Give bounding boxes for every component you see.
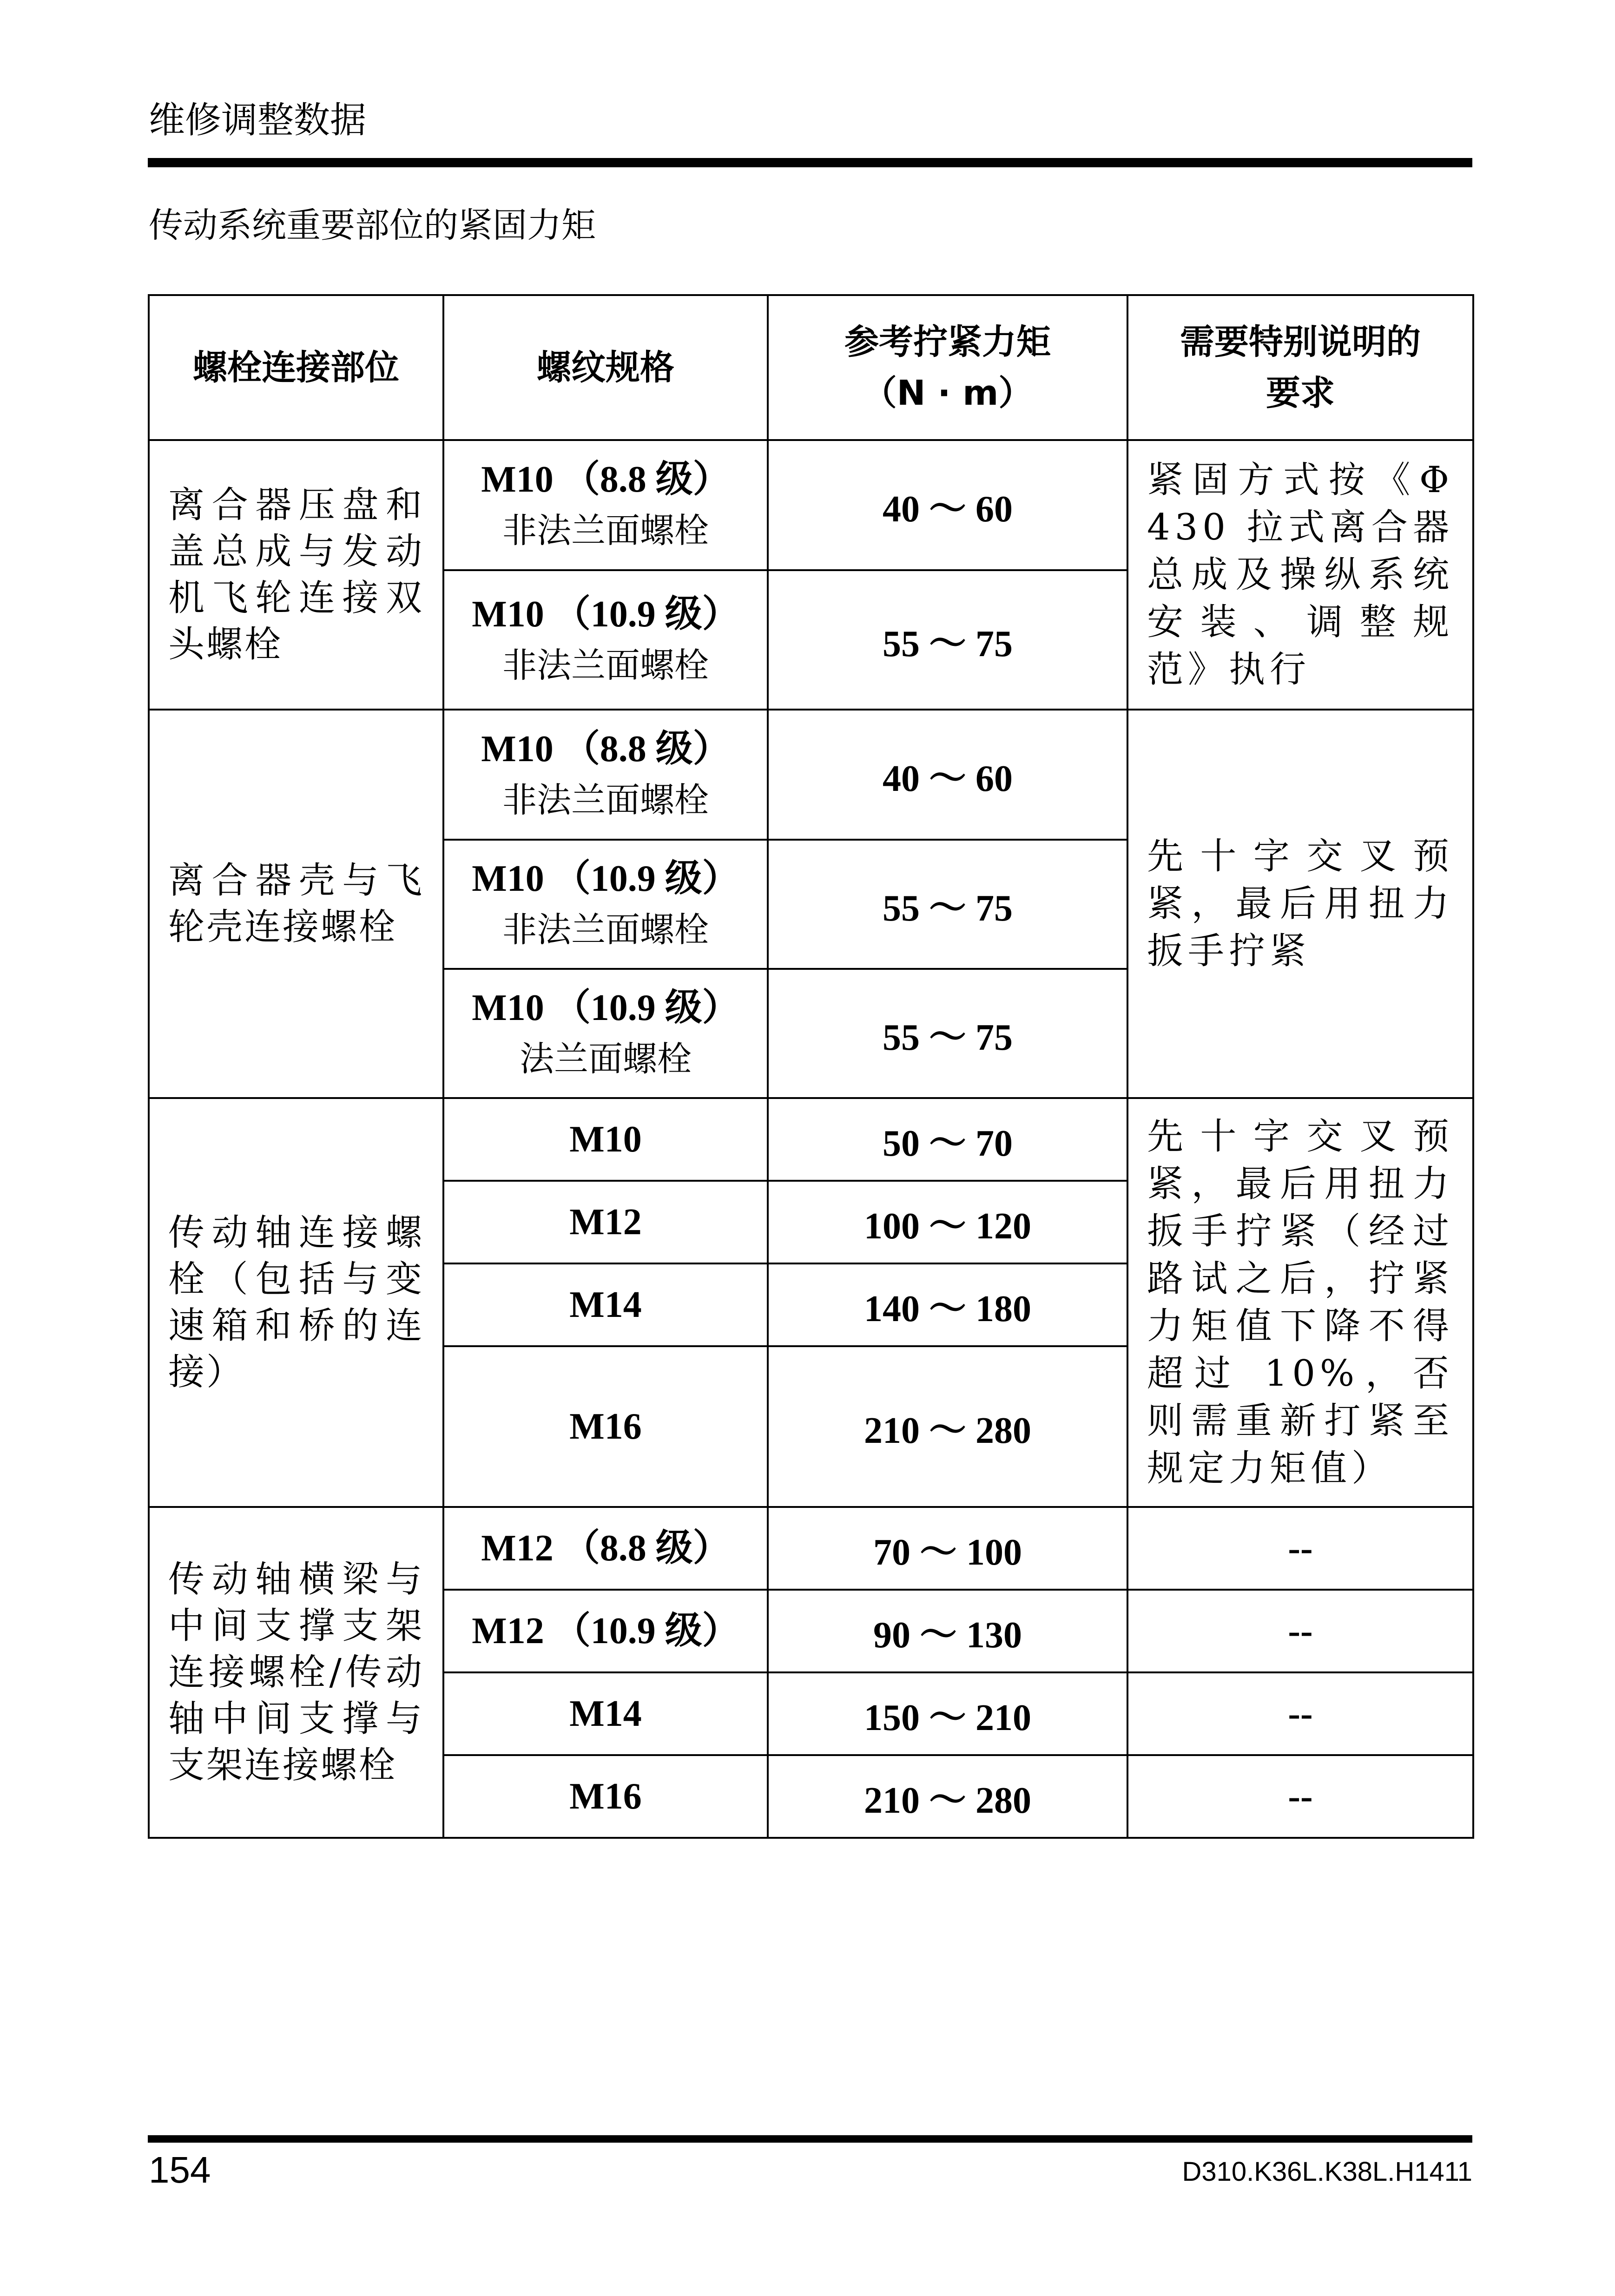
torque-cell: 55 ～ 75	[768, 840, 1127, 969]
spec-type: 非法兰面螺栓	[502, 780, 709, 820]
torque-cell: 90 ～ 130	[768, 1590, 1127, 1672]
spec-grade: M10 （10.9 级）	[472, 987, 739, 1028]
notes-cell: 先十字交叉预紧，最后用扭力扳手拧紧	[1127, 710, 1473, 1098]
thread-spec-cell	[443, 1590, 768, 1672]
torque-cell: 50 ～ 70	[768, 1098, 1127, 1181]
thread-spec-cell	[443, 1755, 768, 1838]
table-row	[149, 1507, 1473, 1590]
thread-spec-cell	[443, 1507, 768, 1590]
thread-spec-cell	[443, 969, 768, 1098]
thread-spec-cell	[443, 1346, 768, 1507]
location-cell: 传动轴横梁与中间支撑支架连接螺栓/传动轴中间支撑与支架连接螺栓	[149, 1507, 443, 1838]
thread-spec-cell	[443, 440, 768, 570]
spec-size: M12 （10.9 级）	[472, 1610, 739, 1651]
location-cell: 离合器压盘和盖总成与发动机飞轮连接双头螺栓	[149, 440, 443, 710]
section-title: 传动系统重要部位的紧固力矩	[149, 205, 596, 245]
spec-size: M16	[569, 1776, 642, 1817]
document-code: D310.K36L.K38L.H1411	[1182, 2157, 1472, 2187]
torque-cell: 140 ～ 180	[768, 1263, 1127, 1346]
notes-cell: --	[1127, 1507, 1473, 1590]
thread-spec-cell	[443, 1098, 768, 1181]
spec-type: 非法兰面螺栓	[502, 511, 709, 551]
header-notes-line1: 需要特别说明的	[1180, 322, 1421, 362]
thread-spec-cell	[443, 1263, 768, 1346]
header-rule	[148, 158, 1472, 167]
header-notes-line2: 要求	[1266, 373, 1335, 413]
thread-spec-cell	[443, 1672, 768, 1755]
thread-spec-cell	[443, 710, 768, 840]
spec-size: M14	[569, 1693, 642, 1734]
torque-cell: 150 ～ 210	[768, 1672, 1127, 1755]
spec-grade: M10 （10.9 级）	[472, 858, 739, 899]
notes-cell: --	[1127, 1590, 1473, 1672]
notes-cell: --	[1127, 1672, 1473, 1755]
spec-grade: M10 （8.8 级）	[481, 729, 730, 770]
torque-cell: 40 ～ 60	[768, 710, 1127, 840]
torque-table	[148, 294, 1474, 1839]
thread-spec-cell	[443, 570, 768, 710]
notes-cell: --	[1127, 1755, 1473, 1838]
header-torque	[768, 295, 1127, 440]
torque-cell: 40 ～ 60	[768, 440, 1127, 570]
location-cell: 传动轴连接螺栓（包括与变速箱和桥的连接）	[149, 1098, 443, 1507]
table-header-row	[149, 295, 1473, 440]
spec-type: 法兰面螺栓	[520, 1039, 692, 1079]
header-thread-spec: 螺纹规格	[443, 295, 768, 440]
table-row	[149, 440, 1473, 570]
torque-cell: 210 ～ 280	[768, 1346, 1127, 1507]
spec-type: 非法兰面螺栓	[502, 645, 709, 685]
spec-size: M16	[569, 1406, 642, 1447]
footer-rule	[148, 2135, 1472, 2143]
torque-cell: 55 ～ 75	[768, 969, 1127, 1098]
torque-cell: 55 ～ 75	[768, 570, 1127, 710]
spec-type: 非法兰面螺栓	[502, 910, 709, 950]
spec-grade: M10 （8.8 级）	[481, 459, 730, 500]
spec-grade: M10 （10.9 级）	[472, 594, 739, 635]
torque-cell: 210 ～ 280	[768, 1755, 1127, 1838]
torque-cell: 70 ～ 100	[768, 1507, 1127, 1590]
spec-size: M10	[569, 1118, 642, 1160]
page-number: 154	[149, 2149, 211, 2191]
header-torque-unit: （N · m）	[862, 373, 1033, 413]
table-row	[149, 710, 1473, 840]
location-cell: 离合器壳与飞轮壳连接螺栓	[149, 710, 443, 1098]
header-title: 维修调整数据	[149, 99, 367, 141]
spec-size: M14	[569, 1284, 642, 1325]
notes-cell: 紧固方式按《Φ 430 拉式离合器总成及操纵系统安装、调整规范》执行	[1127, 440, 1473, 710]
header-location: 螺栓连接部位	[149, 295, 443, 440]
torque-cell: 100 ～ 120	[768, 1181, 1127, 1263]
thread-spec-cell	[443, 840, 768, 969]
notes-cell: 先十字交叉预紧，最后用扭力扳手拧紧（经过路试之后，拧紧力矩值下降不得超过 10%，否则需重新打紧至规定力矩值）	[1127, 1098, 1473, 1507]
table-row	[149, 1098, 1473, 1181]
spec-size: M12	[569, 1201, 642, 1243]
thread-spec-cell	[443, 1181, 768, 1263]
spec-size: M12 （8.8 级）	[481, 1527, 730, 1569]
header-notes	[1127, 295, 1473, 440]
header-torque-line1: 参考拧紧力矩	[844, 322, 1051, 362]
